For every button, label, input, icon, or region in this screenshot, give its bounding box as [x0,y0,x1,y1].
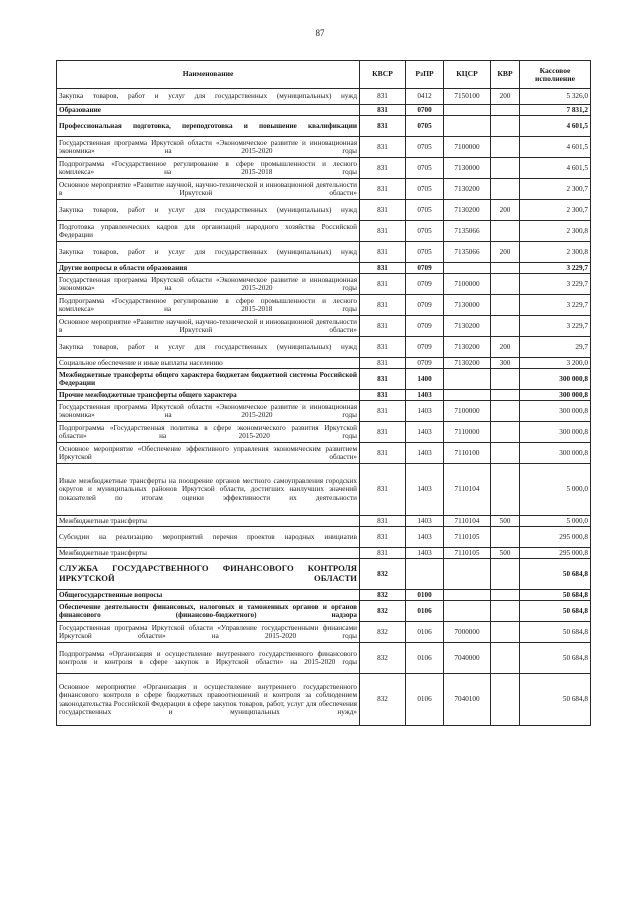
cell-amount: 50 684,8 [520,674,591,726]
cell-name: Общегосударственные вопросы [57,590,360,601]
cell-amount: 4 601,5 [520,116,591,137]
cell-amount: 295 000,8 [520,548,591,559]
cell-rzpr: 0100 [406,590,444,601]
cell-rzpr: 0709 [406,337,444,358]
header-kvr: КВР [491,61,520,89]
cell-rzpr: 0705 [406,158,444,179]
cell-kcsr: 7110105 [444,548,491,559]
cell-amount: 50 684,8 [520,601,591,622]
cell-kvsr: 831 [360,158,406,179]
cell-name: Закупка товаров, работ и услуг для государственных (муниципальных) нужд [57,200,360,221]
cell-kvr [491,601,520,622]
table-row [57,464,591,516]
cell-kvr: 500 [491,548,520,559]
cell-kvr [491,158,520,179]
cell-rzpr: 1403 [406,443,444,464]
cell-kcsr: 7130200 [444,316,491,337]
budget-table [56,60,591,726]
cell-name: Обеспечение деятельности финансовых, налоговых и таможенных органов и органов финансового (финансово-бюджетного) надзора [57,601,360,622]
cell-kvsr: 832 [360,622,406,643]
cell-name: Социальное обеспечение и иные выплаты населению [57,358,360,369]
cell-rzpr: 1403 [406,390,444,401]
cell-kcsr: 7135066 [444,221,491,242]
table-row [57,337,591,358]
cell-amount: 300 000,8 [520,401,591,422]
table-row [57,590,591,601]
cell-amount: 4 601,5 [520,137,591,158]
cell-amount: 5 000,0 [520,516,591,527]
header-rzpr: РзПР [406,61,444,89]
cell-rzpr: 0709 [406,274,444,295]
cell-kcsr [444,559,491,590]
cell-name: Государственная программа Иркутской области «Экономическое развитие и инновационная экономика» на 2015-2020 годы [57,137,360,158]
cell-kvsr: 831 [360,221,406,242]
cell-rzpr: 0106 [406,643,444,674]
cell-name: Государственная программа Иркутской области «Управление государственными финансами Иркутской области» на 2015-2020 годы [57,622,360,643]
cell-kcsr: 7110100 [444,443,491,464]
cell-name: СЛУЖБА ГОСУДАРСТВЕННОГО ФИНАНСОВОГО КОНТРОЛЯ ИРКУТСКОЙ ОБЛАСТИ [57,559,360,590]
table-row [57,674,591,726]
cell-kvsr: 831 [360,337,406,358]
cell-amount: 300 000,8 [520,369,591,390]
cell-kcsr: 7135066 [444,242,491,263]
cell-rzpr: 0705 [406,221,444,242]
table-row [57,316,591,337]
cell-kcsr [444,263,491,274]
cell-kvr [491,105,520,116]
cell-kcsr: 7100000 [444,137,491,158]
cell-kcsr: 7110104 [444,464,491,516]
cell-amount: 3 200,0 [520,358,591,369]
cell-kvr [491,274,520,295]
cell-kvsr: 831 [360,464,406,516]
cell-kvsr: 831 [360,422,406,443]
table-row [57,105,591,116]
cell-name: Закупка товаров, работ и услуг для государственных (муниципальных) нужд [57,89,360,105]
cell-kcsr: 7130200 [444,179,491,200]
cell-amount: 50 684,8 [520,622,591,643]
table-row [57,263,591,274]
cell-amount: 2 300,8 [520,242,591,263]
cell-name: Основное мероприятие «Развитие научной, научно-технической и инновационной деятельности в Иркутской области» [57,179,360,200]
cell-rzpr: 1403 [406,527,444,548]
cell-kcsr [444,590,491,601]
cell-kvr [491,643,520,674]
table-row [57,242,591,263]
cell-kvr [491,221,520,242]
cell-rzpr: 0412 [406,89,444,105]
cell-amount: 7 831,2 [520,105,591,116]
cell-name: Закупка товаров, работ и услуг для государственных (муниципальных) нужд [57,337,360,358]
header-kcsr: КЦСР [444,61,491,89]
cell-rzpr: 0709 [406,263,444,274]
cell-rzpr: 0705 [406,179,444,200]
cell-rzpr: 1403 [406,464,444,516]
cell-amount: 3 229,7 [520,274,591,295]
cell-kcsr: 7130200 [444,200,491,221]
cell-amount: 300 000,8 [520,390,591,401]
cell-kcsr: 7040000 [444,643,491,674]
cell-kvsr: 831 [360,263,406,274]
table-header-row [57,61,591,89]
cell-amount: 5 000,0 [520,464,591,516]
cell-amount: 2 300,7 [520,200,591,221]
cell-amount: 50 684,8 [520,559,591,590]
cell-kvr [491,401,520,422]
cell-kcsr: 7040100 [444,674,491,726]
cell-amount: 295 000,8 [520,527,591,548]
table-row [57,274,591,295]
cell-rzpr: 0709 [406,316,444,337]
cell-name: Основное мероприятие «Обеспечение эффективного управления экономическим развитием Иркутской области» [57,443,360,464]
table-row [57,559,591,590]
cell-kvr [491,116,520,137]
cell-rzpr: 0709 [406,358,444,369]
cell-kvsr: 831 [360,443,406,464]
cell-rzpr: 1400 [406,369,444,390]
cell-kvr: 200 [491,89,520,105]
cell-rzpr: 0705 [406,242,444,263]
cell-kvsr: 831 [360,527,406,548]
cell-kvsr: 831 [360,516,406,527]
cell-kvr [491,390,520,401]
cell-rzpr: 0705 [406,137,444,158]
cell-kvr [491,590,520,601]
cell-name: Подпрограмма «Организация и осуществление внутреннего государственного финансового контроля и контроля в сфере закупок в Иркутской области» на 2015-2020 годы [57,643,360,674]
cell-name: Подготовка управленческих кадров для организаций народного хозяйства Российской Федерации [57,221,360,242]
table-body [57,89,591,726]
table-row [57,295,591,316]
header-amount: Кассовое исполнение [520,61,591,89]
cell-rzpr: 0705 [406,200,444,221]
header-kvsr: КВСР [360,61,406,89]
cell-kvsr: 831 [360,116,406,137]
cell-kcsr: 7100000 [444,401,491,422]
cell-kvsr: 831 [360,200,406,221]
cell-name: Межбюджетные трансферты [57,516,360,527]
cell-amount: 3 229,7 [520,316,591,337]
cell-kvr [491,674,520,726]
cell-rzpr: 0106 [406,601,444,622]
table-row [57,221,591,242]
cell-kcsr [444,369,491,390]
cell-rzpr [406,559,444,590]
cell-kcsr: 7130000 [444,295,491,316]
cell-kvr: 200 [491,337,520,358]
table-row [57,116,591,137]
table-row [57,358,591,369]
cell-kcsr: 7110105 [444,527,491,548]
cell-kcsr [444,105,491,116]
table-row [57,548,591,559]
cell-kvr [491,464,520,516]
cell-kvr [491,316,520,337]
cell-kcsr [444,601,491,622]
table-row [57,516,591,527]
cell-rzpr: 1403 [406,401,444,422]
cell-kvr: 300 [491,358,520,369]
cell-kvr [491,422,520,443]
cell-kvr [491,295,520,316]
table-row [57,89,591,105]
cell-name: Субсидии на реализацию мероприятий перечня проектов народных инициатив [57,527,360,548]
cell-kvsr: 831 [360,295,406,316]
cell-kvsr: 831 [360,401,406,422]
cell-kvsr: 831 [360,179,406,200]
cell-amount: 50 684,8 [520,590,591,601]
table-row [57,443,591,464]
table-row [57,200,591,221]
table-row [57,179,591,200]
table-row [57,369,591,390]
cell-kvsr: 832 [360,643,406,674]
cell-kvsr: 831 [360,89,406,105]
cell-amount: 2 300,7 [520,179,591,200]
cell-kcsr: 7110000 [444,422,491,443]
cell-name: Подпрограмма «Государственная политика в сфере экономического развития Иркутской области» на 2015-2020 годы [57,422,360,443]
cell-name: Иные межбюджетные трансферты на поощрение органов местного самоуправления городских округов и муниципальных районов Иркутской области, достигших наилучших значений показателей по итогам оценки эффективности их деятельности [57,464,360,516]
cell-kcsr: 7100000 [444,274,491,295]
cell-kvr: 200 [491,242,520,263]
cell-kvsr: 832 [360,590,406,601]
cell-rzpr: 1403 [406,422,444,443]
table-row [57,643,591,674]
cell-amount: 2 300,8 [520,221,591,242]
cell-kvsr: 831 [360,358,406,369]
cell-name: Профессиональная подготовка, переподготовка и повышение квалификации [57,116,360,137]
cell-kvsr: 832 [360,601,406,622]
cell-name: Образование [57,105,360,116]
table-row [57,390,591,401]
cell-rzpr: 1403 [406,516,444,527]
cell-kvsr: 831 [360,274,406,295]
cell-kvr [491,443,520,464]
cell-kvsr: 831 [360,548,406,559]
cell-rzpr: 0709 [406,295,444,316]
cell-kcsr: 7130000 [444,158,491,179]
table-row [57,622,591,643]
cell-kvsr: 831 [360,242,406,263]
cell-name: Межбюджетные трансферты [57,548,360,559]
cell-kcsr: 7150100 [444,89,491,105]
table-row [57,422,591,443]
cell-rzpr: 0700 [406,105,444,116]
cell-kvsr: 831 [360,390,406,401]
cell-kvr [491,559,520,590]
cell-kvr [491,369,520,390]
cell-kcsr [444,390,491,401]
cell-kvsr: 831 [360,137,406,158]
cell-name: Основное мероприятие «Развитие научной, научно-технической и инновационной деятельности в Иркутской области» [57,316,360,337]
cell-amount: 29,7 [520,337,591,358]
cell-kvr: 200 [491,200,520,221]
cell-kcsr: 7000000 [444,622,491,643]
cell-rzpr: 1403 [406,548,444,559]
cell-rzpr: 0106 [406,674,444,726]
table-row [57,527,591,548]
cell-kvr [491,527,520,548]
cell-name: Подпрограмма «Государственное регулирование в сфере промышленности и лесного комплекса» на 2015-2018 годы [57,295,360,316]
cell-kvsr: 832 [360,674,406,726]
cell-name: Прочие межбюджетные трансферты общего характера [57,390,360,401]
header-name: Наименование [57,61,360,89]
cell-kvr [491,622,520,643]
cell-amount: 5 326,0 [520,89,591,105]
cell-rzpr: 0106 [406,622,444,643]
cell-amount: 300 000,8 [520,422,591,443]
cell-name: Основное мероприятие «Организация и осуществление внутреннего государственного финансового контроля в сфере бюджетных правоотношений и контроля за соблюдением законодательства Российской Федерации в сфере закупок товаров, работ, услуг для обеспечения государственных и муниципальных нужд» [57,674,360,726]
cell-rzpr: 0705 [406,116,444,137]
page-number: 87 [315,28,325,38]
cell-name: Межбюджетные трансферты общего характера бюджетам бюджетной системы Российской Федерации [57,369,360,390]
cell-amount: 4 601,5 [520,158,591,179]
table-row [57,158,591,179]
cell-kcsr: 7130200 [444,337,491,358]
cell-amount: 300 000,8 [520,443,591,464]
cell-name: Подпрограмма «Государственное регулирование в сфере промышленности и лесного комплекса» на 2015-2018 годы [57,158,360,179]
cell-name: Закупка товаров, работ и услуг для государственных (муниципальных) нужд [57,242,360,263]
cell-kvsr: 831 [360,316,406,337]
cell-name: Государственная программа Иркутской области «Экономическое развитие и инновационная экономика» на 2015-2020 годы [57,274,360,295]
cell-kvsr: 832 [360,559,406,590]
cell-amount: 50 684,8 [520,643,591,674]
cell-kcsr: 7110104 [444,516,491,527]
table-row [57,601,591,622]
cell-kvsr: 831 [360,105,406,116]
cell-kvr [491,137,520,158]
cell-kcsr [444,116,491,137]
cell-name: Государственная программа Иркутской области «Экономическое развитие и инновационная экономика» на 2015-2020 годы [57,401,360,422]
table-row [57,401,591,422]
cell-name: Другие вопросы в области образования [57,263,360,274]
cell-amount: 3 229,7 [520,295,591,316]
cell-kvr: 500 [491,516,520,527]
cell-kvr [491,179,520,200]
cell-kcsr: 7130200 [444,358,491,369]
cell-kvsr: 831 [360,369,406,390]
table-row [57,137,591,158]
cell-kvr [491,263,520,274]
cell-amount: 3 229,7 [520,263,591,274]
